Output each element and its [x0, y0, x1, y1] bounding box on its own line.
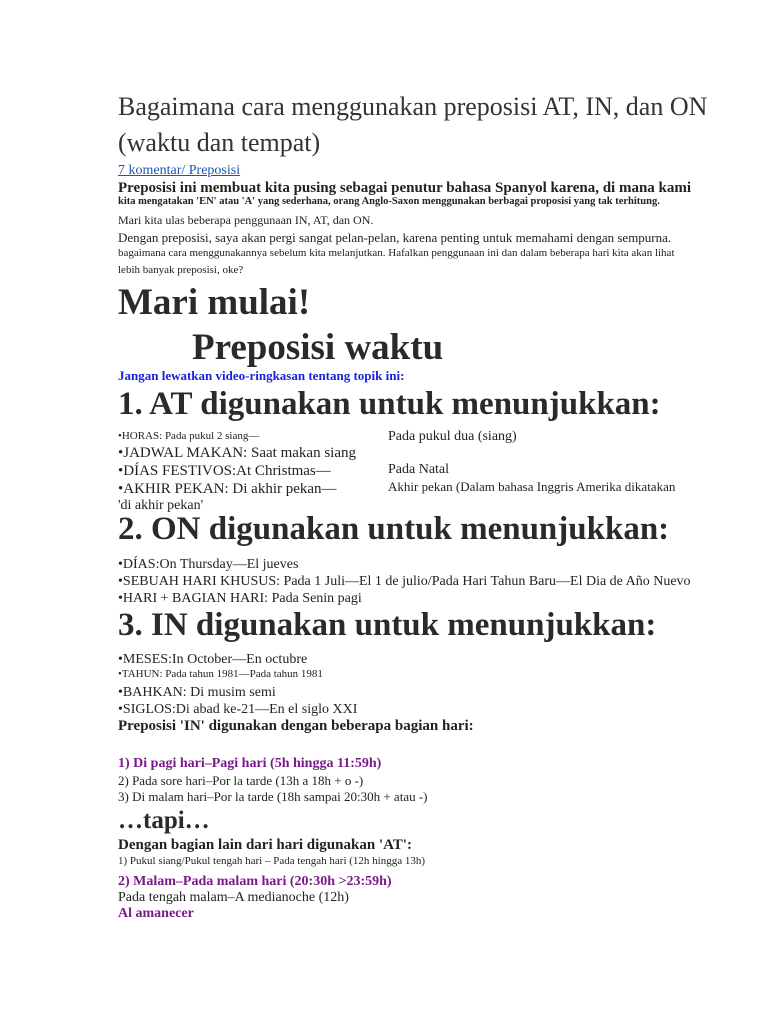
at-item-quote: 'di akhir pekan': [118, 498, 204, 513]
on-heading: 2. ON digunakan untuk menunjukkan:: [118, 511, 670, 547]
in-item-siglos: •SIGLOS:Di abad ke-21—En el siglo XXI: [118, 702, 358, 717]
page-title: Bagaimana cara menggunakan preposisi AT, IN, dan ON: [118, 92, 708, 121]
at-item-jadwal: •JADWAL MAKAN: Saat makan siang: [118, 445, 356, 461]
but-subheading: Dengan bagian lain dari hari digunakan 'AT':: [118, 837, 412, 853]
on-item-special-day: •SEBUAH HARI KHUSUS: Pada 1 Juli—El 1 de julio/Pada Hari Tahun Baru—El Dia de Año Nuevo: [118, 574, 691, 589]
at-heading: 1. AT digunakan untuk menunjukkan:: [118, 386, 661, 422]
start-heading: Mari mulai!: [118, 282, 311, 323]
intro-paragraph-2: Dengan preposisi, saya akan pergi sangat pelan-pelan, karena penting untuk memahami dengan sempurna.: [118, 230, 672, 245]
page-title-continued: (waktu dan tempat): [118, 128, 321, 157]
in-day-part-afternoon: 2) Pada sore hari–Por la tarde (13h a 18h + o -): [118, 773, 364, 788]
in-item-tahun: •TAHUN: Pada tahun 1981—Pada tahun 1981: [118, 668, 323, 680]
time-prepositions-heading: Preposisi waktu: [192, 327, 444, 368]
intro-bold-small: kita mengatakan 'EN' atau 'A' yang sederhana, orang Anglo-Saxon menggunakan berbagai proposisi yang tak terhitung.: [118, 196, 660, 207]
in-item-meses: •MESES:In October—En octubre: [118, 652, 308, 667]
comments-category-link[interactable]: 7 komentar/ Preposisi: [118, 163, 241, 178]
intro-bold-line: Preposisi ini membuat kita pusing sebagai penutur bahasa Spanyol karena, di mana kami: [118, 180, 692, 196]
in-item-musim: •BAHKAN: Di musim semi: [118, 685, 276, 700]
but-line-midnight: Pada tengah malam–A medianoche (12h): [118, 890, 349, 905]
but-heading: …tapi…: [118, 807, 210, 834]
in-day-parts-subheading: Preposisi 'IN' digunakan dengan beberapa bagian hari:: [118, 718, 474, 734]
at-example-siang: Pada pukul dua (siang): [388, 429, 517, 444]
in-heading: 3. IN digunakan untuk menunjukkan:: [118, 607, 657, 643]
intro-paragraph-3: bagaimana cara menggunakannya sebelum kita melanjutkan. Hafalkan penggunaan ini dan dalam beberapa hari kita akan lihat: [118, 247, 675, 259]
intro-paragraph-4: lebih banyak preposisi, oke?: [118, 264, 244, 276]
at-item-horas: •HORAS: Pada pukul 2 siang—: [118, 430, 260, 442]
in-day-part-morning: 1) Di pagi hari–Pagi hari (5h hingga 11:59h): [118, 756, 382, 771]
but-line-noon: 1) Pukul siang/Pukul tengah hari – Pada tengah hari (12h hingga 13h): [118, 855, 426, 867]
at-item-festivos: •DÍAS FESTIVOS:At Christmas—: [118, 463, 331, 479]
at-item-akhir-pekan: •AKHIR PEKAN: Di akhir pekan—: [118, 481, 337, 497]
in-day-part-evening: 3) Di malam hari–Por la tarde (18h sampai 20:30h + atau -): [118, 789, 428, 804]
intro-paragraph-1: Mari kita ulas beberapa penggunaan IN, AT, dan ON.: [118, 213, 374, 227]
but-line-night: 2) Malam–Pada malam hari (20:30h >23:59h): [118, 874, 392, 889]
on-item-dias: •DÍAS:On Thursday—El jueves: [118, 557, 299, 572]
at-example-natal: Pada Natal: [388, 462, 450, 477]
but-line-dawn: Al amanecer: [118, 906, 194, 921]
at-example-weekend: Akhir pekan (Dalam bahasa Inggris Amerika dikatakan: [388, 479, 676, 494]
video-note[interactable]: Jangan lewatkan video-ringkasan tentang topik ini:: [118, 368, 405, 383]
on-item-day-part: •HARI + BAGIAN HARI: Pada Senin pagi: [118, 591, 362, 606]
